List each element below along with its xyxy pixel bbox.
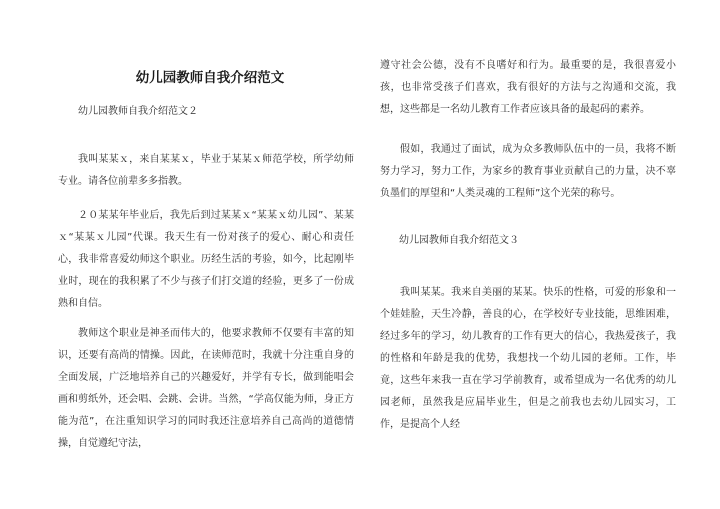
paragraph-experience: ２０某某年毕业后，我先后到过某某ｘ“某某ｘ幼儿园”、某某ｘ“某某ｘ儿园”代课。我天生有一份对孩子的爱心、耐心和责任心，我非常喜爱幼师这个职业。历经生活的考验，如今，比起刚毕业时，现在的我积累了不少与孩子们打交道的经验，更多了一份成熟和自信。 xyxy=(58,210,354,309)
document-title: 幼儿园教师自我介绍范文 xyxy=(135,70,285,86)
paragraph-commitment: 假如，我通过了面试，成为众多教师队伍中的一员，我将不断努力学习，努力工作，为家乡的教育事业贡献自己的力量，决不辜负墨们的厚望和“人类灵魂的工程师”这个光荣的称号。 xyxy=(380,144,676,199)
paragraph-self-intro-3: 我叫某某。我来自美丽的某某。快乐的性格，可爱的形象和一个娃娃脸，天生冷静，善良的心，在学校好专业技能，思维困难，经过多年的学习，幼儿教育的工作有更大的信心，我热爱孩子，我的性格和年龄是我的优势，我想找一个幼儿园的老师。工作，毕竟，这些年来我一直在学习学前教育，或希望成为一名优秀的幼儿园老师，虽然我是应届毕业生，但是之前我也去幼儿园实习，工作，是提高个人经 xyxy=(380,287,676,430)
paragraph-profession: 教师这个职业是神圣而伟大的，他要求教师不仅要有丰富的知识，还要有高尚的情操。因此，在读师范时，我就十分注重自身的全面发展，广泛地培养自己的兴趣爱好，并学有专长，做到能唱会画和剪纸外，还会唱、会跳、会讲。当然，“学高仅能为师，身正方能为范”，在注重知识学习的同时我还注意培养自己高尚的道德情操，自觉遵纪守法， xyxy=(58,328,354,449)
section-subtitle-3: 幼儿园教师自我介绍范文３ xyxy=(399,235,519,246)
paragraph-continued: 遵守社会公德，没有不良嗜好和行为。最重要的是，我很喜爱小孩，也非常受孩子们喜欢，我有很好的方法与之沟通和交流，我想，这些都是一名幼儿教育工作者应该具备的最起码的素养。 xyxy=(380,60,676,115)
paragraph-intro: 我叫某某ｘ，来自某某ｘ，毕业于某某ｘ师范学校，所学幼师专业。请各位前辈多多指教。 xyxy=(58,154,354,187)
section-subtitle-2: 幼儿园教师自我介绍范文２ xyxy=(78,106,198,117)
